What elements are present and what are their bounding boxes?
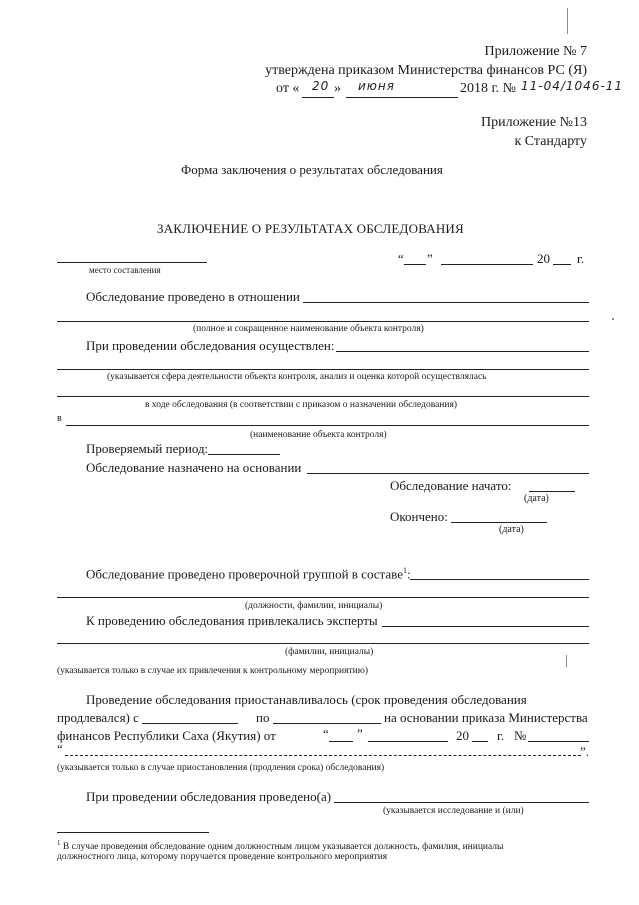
extended-prefix: продлевался) с [57, 710, 139, 725]
scan-artifact [566, 655, 567, 667]
period-label: Проверяемый период: [86, 441, 209, 456]
experts-field[interactable] [382, 626, 589, 627]
group-footnote-ref: 1 [402, 566, 407, 575]
experts-note: (указывается только в случае их привлечения к контрольному мероприятию) [57, 666, 368, 676]
appendix-7-label: Приложение № 7 [484, 44, 587, 59]
document-title: ЗАКЛЮЧЕНИЕ О РЕЗУЛЬТАТАХ ОБСЛЕДОВАНИЯ [157, 221, 464, 236]
date-day-field[interactable] [404, 264, 426, 265]
order-date-quote-open: “ [323, 726, 329, 741]
suspension-note: (указывается только в случае приостановления (продления срока) обследования) [57, 763, 385, 773]
performed-label: При проведении обследования проведено(а) [86, 789, 332, 804]
quote-start: “ [57, 741, 63, 756]
survey-regarding-field[interactable] [303, 302, 589, 303]
date-mid: » [334, 81, 341, 96]
group-colon: : [406, 566, 411, 582]
footnote-marker: 1 [57, 839, 61, 847]
scan-artifact [567, 8, 568, 34]
order-year: 20 [456, 728, 469, 743]
expert-names-field[interactable] [57, 643, 589, 644]
during-survey-field[interactable] [336, 351, 589, 352]
basis-field[interactable] [307, 473, 589, 474]
survey-regarding-label: Обследование проведено в отношении [86, 289, 300, 304]
object-name-field[interactable] [57, 321, 589, 322]
period-field[interactable] [208, 454, 280, 455]
finished-field[interactable] [451, 522, 547, 523]
day-underline [302, 97, 334, 98]
started-date-caption: (дата) [524, 493, 549, 504]
group-label [86, 567, 411, 580]
place-caption: место составления [89, 265, 161, 275]
footnote-text-1: В случае проведения обследование одним должностным лицом указывается должность, фамилия, инициалы [60, 842, 504, 853]
during-survey-label: При проведении обследования осуществлен: [86, 338, 335, 353]
day-handwritten: 20 [312, 79, 330, 93]
basis-label: Обследование назначено на основании [86, 460, 302, 475]
extended-from-field[interactable] [142, 723, 238, 724]
quote-end: ”. [580, 744, 590, 759]
started-label: Обследование начато: [390, 478, 512, 493]
date-quote-close: ” [427, 251, 433, 266]
in-prefix: в [57, 413, 62, 424]
scan-artifact [612, 318, 614, 320]
date-year-suffix: г. [577, 251, 585, 266]
form-title: Форма заключения о результатах обследования [181, 162, 443, 177]
performed-field[interactable] [334, 802, 589, 803]
extended-basis: на основании приказа Министерства [384, 710, 588, 725]
order-title-field[interactable] [65, 755, 581, 756]
finished-date-caption: (дата) [499, 524, 524, 535]
footnote-line-2: должностного лица, которому поручается проведение контрольного мероприятия [57, 852, 388, 862]
extended-to-field[interactable] [273, 723, 381, 724]
started-field[interactable] [529, 491, 575, 492]
approved-by-label: утверждена приказом Министерства финансов РС (Я) [265, 63, 587, 78]
date-quote-open: “ [398, 251, 404, 266]
footnote-separator [57, 832, 209, 833]
sphere-caption: (указывается сфера деятельности объекта контроля, анализ и оценка которой осуществлялась [107, 372, 487, 382]
to-standard-label: к Стандарту [514, 134, 587, 149]
research-caption: (указывается исследование и (или) [383, 806, 524, 816]
order-month-field[interactable] [368, 741, 448, 742]
sphere-field[interactable] [57, 369, 589, 370]
order-day-field[interactable] [329, 741, 353, 742]
year-number-text: 2018 г. № [460, 81, 517, 96]
order-number-field[interactable] [528, 741, 589, 742]
order-number-handwritten: 11-04/1046-11 [521, 79, 624, 93]
group-text: Обследование проведено проверочной группой в составе [86, 566, 403, 582]
extended-to: по [256, 710, 270, 725]
month-handwritten: июня [358, 79, 395, 93]
order-year-field[interactable] [472, 741, 488, 742]
positions-field[interactable] [57, 597, 589, 598]
date-year-prefix: 20 [537, 251, 550, 266]
month-underline [346, 97, 458, 98]
names-caption: (фамилии, инициалы) [285, 647, 374, 657]
course-caption: в ходе обследования (в соответствии с приказом о назначении обследования) [145, 400, 457, 410]
appendix-13-label: Приложение №13 [481, 115, 587, 130]
date-month-field[interactable] [441, 264, 533, 265]
positions-caption: (должности, фамилии, инициалы) [245, 601, 383, 611]
experts-label: К проведению обследования привлекались эксперты [86, 613, 378, 628]
place-field[interactable] [57, 262, 207, 263]
course-field[interactable] [57, 396, 589, 397]
suspension-line-1: Проведение обследования приостанавливалось (срок проведения обследования [86, 692, 527, 707]
group-field[interactable] [410, 579, 589, 580]
object-field[interactable] [66, 425, 589, 426]
object-caption: (наименование объекта контроля) [250, 430, 387, 440]
footnote-line-1 [57, 840, 503, 853]
date-year-field[interactable] [553, 264, 571, 265]
order-year-suffix: г. [497, 728, 505, 743]
date-prefix: от « [276, 81, 300, 96]
order-number-label: № [514, 728, 527, 743]
order-date-quote-close: ” [357, 726, 363, 741]
ministry-text: финансов Республики Саха (Якутия) от [57, 728, 276, 743]
finished-label: Окончено: [390, 509, 448, 524]
object-name-caption: (полное и сокращенное наименование объекта контроля) [193, 324, 424, 334]
